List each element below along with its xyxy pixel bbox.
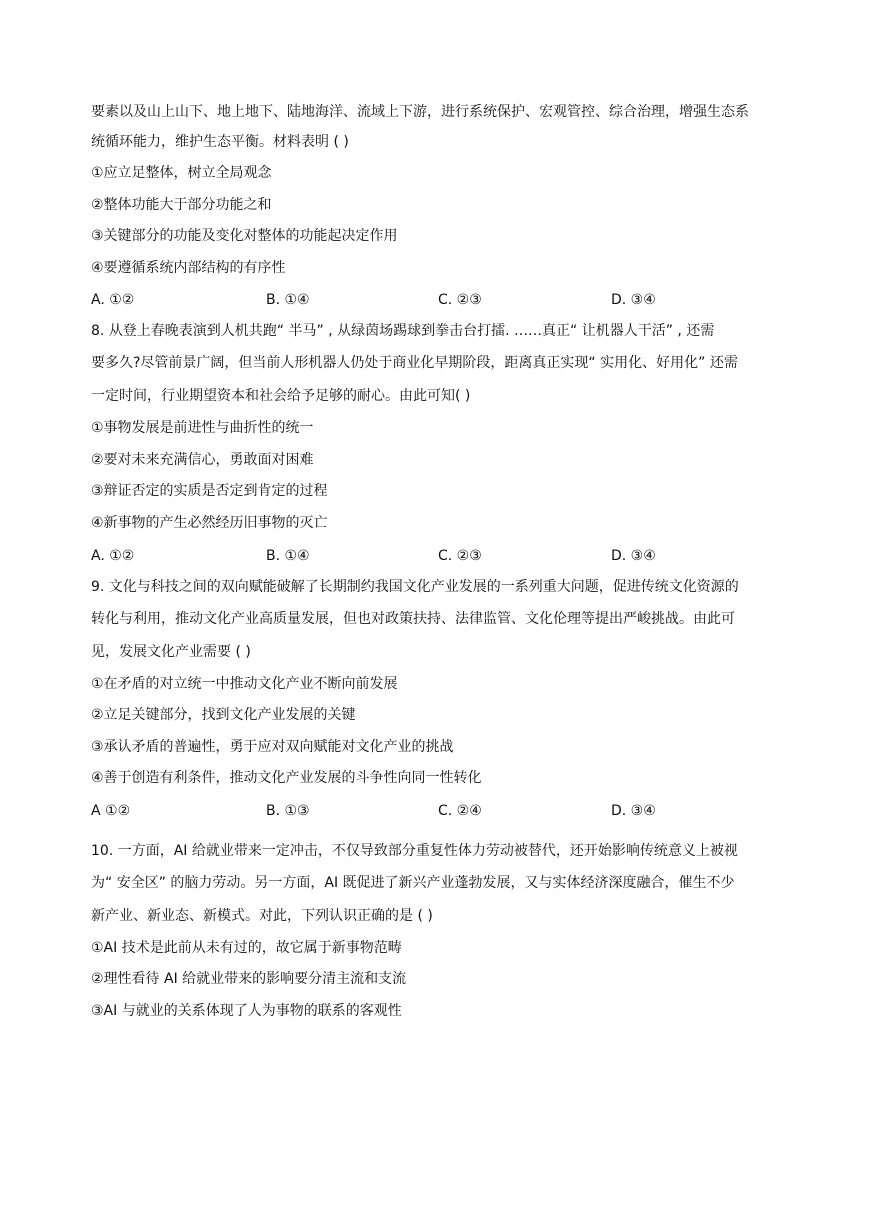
q9-stem-line-1: 9. 文化与科技之间的双向赋能破解了长期制约我国文化产业发展的一系列重大问题，促进传统文化资源的 xyxy=(91,579,739,595)
q8-statement-2: ②要对未来充满信心，勇敢面对困难 xyxy=(91,452,314,468)
q9-option-c: C. ②④ xyxy=(438,803,482,819)
q9-stem-line-3: 见，发展文化产业需要 ( ) xyxy=(91,644,251,660)
q7-statement-4: ④要遵循系统内部结构的有序性 xyxy=(91,260,286,276)
q8-statement-1: ①事物发展是前进性与曲折性的统一 xyxy=(91,420,314,436)
q7-statement-2: ②整体功能大于部分功能之和 xyxy=(91,197,272,213)
q8-statement-4: ④新事物的产生必然经历旧事物的灭亡 xyxy=(91,515,328,531)
q8-option-d: D. ③④ xyxy=(611,548,656,564)
q10-statement-1: ①AI 技术是此前从未有过的，故它属于新事物范畴 xyxy=(91,940,402,956)
q7-stem-line-2: 统循环能力，维护生态平衡。材料表明 ( ) xyxy=(91,134,349,150)
q9-statement-4: ④善于创造有利条件，推动文化产业发展的斗争性向同一性转化 xyxy=(91,770,482,786)
q8-option-b: B. ①④ xyxy=(266,548,310,564)
q9-statement-2: ②立足关键部分，找到文化产业发展的关键 xyxy=(91,707,356,723)
q8-stem-line-3: 一定时间，行业期望资本和社会给予足够的耐心。由此可知( ) xyxy=(91,388,471,404)
q7-option-a: A. ①② xyxy=(91,292,135,308)
q8-stem-line-2: 要多久?尽管前景广阔，但当前人形机器人仍处于商业化早期阶段，距离真正实现“ 实用化、好用化” 还需 xyxy=(91,355,738,371)
q7-option-b: B. ①④ xyxy=(266,292,310,308)
q9-stem-line-2: 转化与利用，推动文化产业高质量发展，但也对政策扶持、法律监管、文化伦理等提出严峻挑战。由此可 xyxy=(91,611,735,627)
q7-option-c: C. ②③ xyxy=(438,292,482,308)
q7-stem-line-1: 要素以及山上山下、地上地下、陆地海洋、流域上下游，进行系统保护、宏观管控、综合治理，增强生态系 xyxy=(91,104,749,120)
q8-options xyxy=(91,546,810,566)
q7-options xyxy=(91,290,810,310)
q9-statement-1: ①在矛盾的对立统一中推动文化产业不断向前发展 xyxy=(91,676,398,692)
q9-options xyxy=(91,801,810,821)
q7-statement-1: ①应立足整体，树立全局观念 xyxy=(91,165,272,181)
q7-statement-3: ③关键部分的功能及变化对整体的功能起决定作用 xyxy=(91,228,398,244)
q9-option-b: B. ①③ xyxy=(266,803,310,819)
q9-option-d: D. ③④ xyxy=(611,803,656,819)
q8-option-c: C. ②③ xyxy=(438,548,482,564)
q10-stem-line-2: 为“ 安全区” 的脑力劳动。另一方面，AI 既促进了新兴产业蓬勃发展，又与实体经济深度融合，催生不少 xyxy=(91,875,735,891)
q10-statement-2: ②理性看待 AI 给就业带来的影响要分清主流和支流 xyxy=(91,971,407,987)
q10-stem-line-3: 新产业、新业态、新模式。对此，下列认识正确的是 ( ) xyxy=(91,908,433,924)
q10-stem-line-1: 10. 一方面，AI 给就业带来一定冲击，不仅导致部分重复性体力劳动被替代，还开始影响传统意义上被视 xyxy=(91,843,738,859)
q8-statement-3: ③辩证否定的实质是否定到肯定的过程 xyxy=(91,483,328,499)
q8-option-a: A. ①② xyxy=(91,548,135,564)
q10-statement-3: ③AI 与就业的关系体现了人为事物的联系的客观性 xyxy=(91,1003,402,1019)
q9-option-a: A ①② xyxy=(91,803,131,819)
q9-statement-3: ③承认矛盾的普遍性，勇于应对双向赋能对文化产业的挑战 xyxy=(91,739,454,755)
q7-option-d: D. ③④ xyxy=(611,292,656,308)
q8-stem-line-1: 8. 从登上春晚表演到人机共跑“ 半马” , 从绿茵场踢球到拳击台打擂. ……真正“ 让机器人干活” , 还需 xyxy=(91,323,715,339)
